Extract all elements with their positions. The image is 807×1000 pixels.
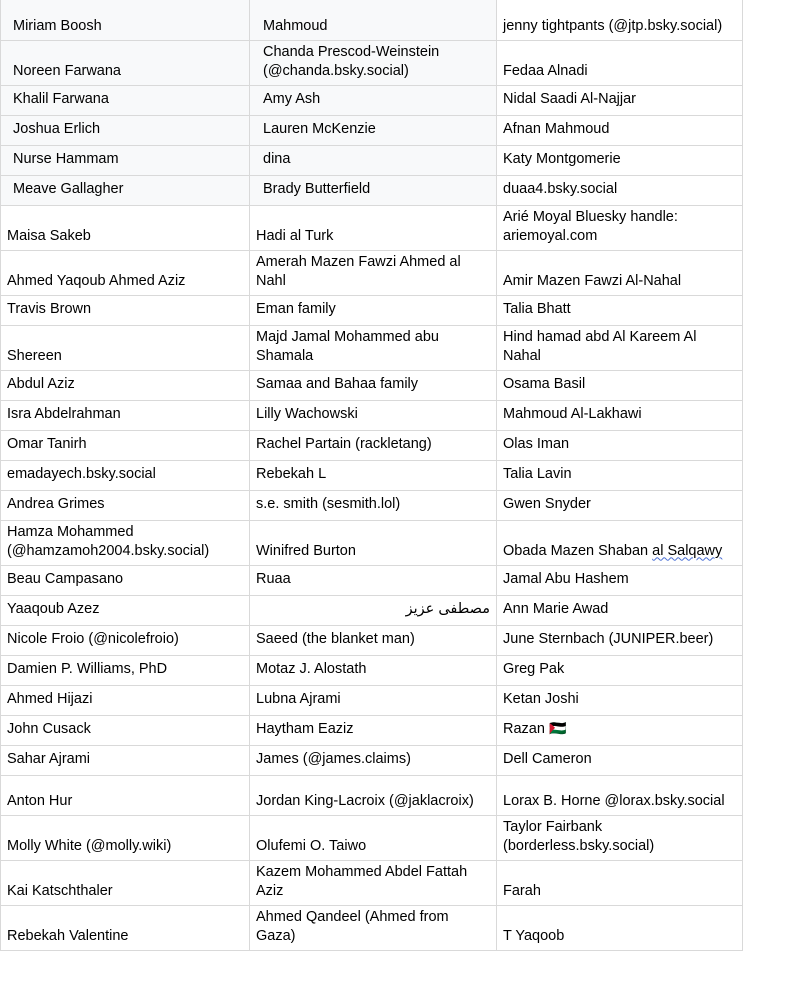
table-cell[interactable]: Haytham Eaziz <box>250 715 497 745</box>
table-cell[interactable]: Nicole Froio (@nicolefroio) <box>1 625 250 655</box>
table-row <box>1 715 743 745</box>
table-cell[interactable]: Andrea Grimes <box>1 490 250 520</box>
table-row <box>1 520 743 565</box>
table-row <box>1 115 743 145</box>
table-cell[interactable]: Noreen Farwana <box>1 40 250 85</box>
table-cell[interactable]: Ruaa <box>250 565 497 595</box>
table-cell[interactable]: Rachel Partain (rackletang) <box>250 430 497 460</box>
table-cell[interactable]: Maisa Sakeb <box>1 205 250 250</box>
table-cell[interactable]: Talia Lavin <box>497 460 743 490</box>
table-row <box>1 145 743 175</box>
table-body <box>1 0 743 950</box>
palestine-flag-icon: 🇵🇸 <box>548 720 567 736</box>
table-row <box>1 400 743 430</box>
table-cell[interactable]: Yaaqoub Azez <box>1 595 250 625</box>
table-cell[interactable]: s.e. smith (sesmith.lol) <box>250 490 497 520</box>
table-cell[interactable]: Talia Bhatt <box>497 295 743 325</box>
table-cell-selected[interactable]: Brady Butterfield <box>250 175 497 205</box>
table-cell[interactable]: Ketan Joshi <box>497 685 743 715</box>
table-cell[interactable]: jenny tightpants (@jtp.bsky.social) <box>497 0 743 40</box>
table-cell[interactable]: Nurse Hammam <box>1 145 250 175</box>
table-cell[interactable]: Ahmed Yaqoub Ahmed Aziz <box>1 250 250 295</box>
table-row <box>1 775 743 815</box>
table-cell[interactable]: Winifred Burton <box>250 520 497 565</box>
table-cell[interactable]: Mahmoud Al-Lakhawi <box>497 400 743 430</box>
table-cell[interactable]: Joshua Erlich <box>1 115 250 145</box>
table-cell[interactable]: Katy Montgomerie <box>497 145 743 175</box>
table-cell[interactable]: Ahmed Qandeel (Ahmed from Gaza) <box>250 905 497 950</box>
table-cell[interactable]: Amy Ash <box>250 85 497 115</box>
table-cell[interactable]: Motaz J. Alostath <box>250 655 497 685</box>
table-row <box>1 685 743 715</box>
table-cell[interactable]: Hind hamad abd Al Kareem Al Nahal <box>497 325 743 370</box>
table-cell[interactable]: Lilly Wachowski <box>250 400 497 430</box>
table-cell[interactable]: Anton Hur <box>1 775 250 815</box>
table-cell[interactable]: Molly White (@molly.wiki) <box>1 815 250 860</box>
table-cell[interactable]: Damien P. Williams, PhD <box>1 655 250 685</box>
table-cell[interactable]: Omar Tanirh <box>1 430 250 460</box>
table-row <box>1 40 743 85</box>
table-row <box>1 295 743 325</box>
table-cell[interactable]: Fedaa Alnadi <box>497 40 743 85</box>
table-cell[interactable]: Hadi al Turk <box>250 205 497 250</box>
table-cell[interactable]: Kazem Mohammed Abdel Fattah Aziz <box>250 860 497 905</box>
table-row <box>1 655 743 685</box>
table-cell[interactable]: Eman family <box>250 295 497 325</box>
table-cell[interactable]: Kai Katschthaler <box>1 860 250 905</box>
table-row <box>1 430 743 460</box>
table-cell[interactable]: Olas Iman <box>497 430 743 460</box>
table-cell[interactable]: Travis Brown <box>1 295 250 325</box>
spellcheck-underline: al Salqawy <box>652 542 723 559</box>
table-row <box>1 490 743 520</box>
table-cell[interactable]: Ahmed Hijazi <box>1 685 250 715</box>
table-cell[interactable]: Razan 🇵🇸 <box>497 715 743 745</box>
table-cell[interactable]: Rebekah Valentine <box>1 905 250 950</box>
table-cell[interactable]: T Yaqoob <box>497 905 743 950</box>
table-cell[interactable]: Shereen <box>1 325 250 370</box>
table-cell[interactable]: Hamza Mohammed (@hamzamoh2004.bsky.social) <box>1 520 250 565</box>
table-row <box>1 0 743 40</box>
table-cell[interactable]: Jordan King-Lacroix (@jaklacroix) <box>250 775 497 815</box>
table-cell[interactable]: Greg Pak <box>497 655 743 685</box>
table-row <box>1 325 743 370</box>
table-row <box>1 860 743 905</box>
table-cell[interactable]: June Sternbach (JUNIPER.beer) <box>497 625 743 655</box>
table-cell[interactable]: dina <box>250 145 497 175</box>
table-cell[interactable]: Lorax B. Horne @lorax.bsky.social <box>497 775 743 815</box>
table-row <box>1 815 743 860</box>
table-row <box>1 250 743 295</box>
table-row <box>1 565 743 595</box>
table-row <box>1 175 743 205</box>
table-cell[interactable]: Saeed (the blanket man) <box>250 625 497 655</box>
table-cell[interactable]: Samaa and Bahaa family <box>250 370 497 400</box>
table-cell[interactable]: Sahar Ajrami <box>1 745 250 775</box>
table-cell[interactable]: Jamal Abu Hashem <box>497 565 743 595</box>
table-cell[interactable]: emadayech.bsky.social <box>1 460 250 490</box>
table-cell[interactable]: John Cusack <box>1 715 250 745</box>
table-row <box>1 595 743 625</box>
table-cell[interactable]: Taylor Fairbank (borderless.bsky.social) <box>497 815 743 860</box>
table-cell[interactable]: Khalil Farwana <box>1 85 250 115</box>
table-cell[interactable]: Gwen Snyder <box>497 490 743 520</box>
table-cell[interactable]: Afnan Mahmoud <box>497 115 743 145</box>
table-cell[interactable]: Arié Moyal Bluesky handle: ariemoyal.com <box>497 205 743 250</box>
table-cell[interactable]: Amerah Mazen Fawzi Ahmed al Nahl <box>250 250 497 295</box>
table-cell[interactable]: Abdul Aziz <box>1 370 250 400</box>
table-cell[interactable]: Ann Marie Awad <box>497 595 743 625</box>
table-cell[interactable]: Beau Campasano <box>1 565 250 595</box>
table-cell[interactable]: Majd Jamal Mohammed abu Shamala <box>250 325 497 370</box>
table-row <box>1 370 743 400</box>
table-cell[interactable]: Nidal Saadi Al-Najjar <box>497 85 743 115</box>
table-cell[interactable]: Lubna Ajrami <box>250 685 497 715</box>
table-row <box>1 625 743 655</box>
table-cell[interactable]: Amir Mazen Fawzi Al-Nahal <box>497 250 743 295</box>
table-cell[interactable]: Isra Abdelrahman <box>1 400 250 430</box>
table-cell[interactable]: Meave Gallagher <box>1 175 250 205</box>
table-row <box>1 745 743 775</box>
table-cell[interactable]: James (@james.claims) <box>250 745 497 775</box>
table-row <box>1 85 743 115</box>
table-row <box>1 905 743 950</box>
table-row <box>1 205 743 250</box>
table-cell[interactable]: Osama Basil <box>497 370 743 400</box>
table-cell[interactable]: Lauren McKenzie <box>250 115 497 145</box>
table-cell[interactable]: Dell Cameron <box>497 745 743 775</box>
table-cell-spellchecked[interactable]: Obada Mazen Shaban al Salqawy <box>497 520 743 565</box>
table-cell[interactable]: duaa4.bsky.social <box>497 175 743 205</box>
table-row <box>1 460 743 490</box>
table-cell[interactable]: Rebekah L <box>250 460 497 490</box>
table-cell[interactable]: Olufemi O. Taiwo <box>250 815 497 860</box>
table-cell[interactable]: Chanda Prescod-Weinstein (@chanda.bsky.social) <box>250 40 497 85</box>
table-cell[interactable]: Farah <box>497 860 743 905</box>
table-cell[interactable]: Miriam Boosh <box>1 0 250 40</box>
table-cell-rtl[interactable]: مصطفى عزيز <box>250 595 497 625</box>
table-cell[interactable]: Mahmoud <box>250 0 497 40</box>
